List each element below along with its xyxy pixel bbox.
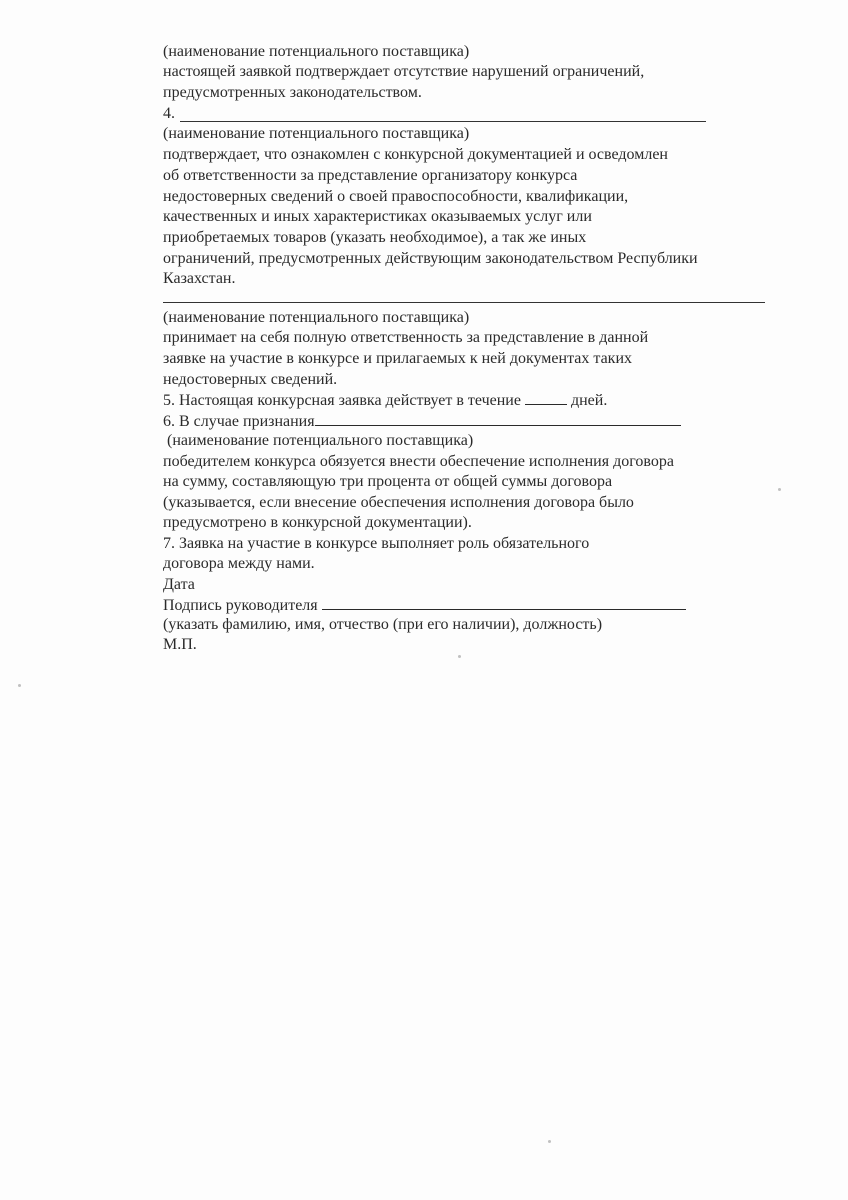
stamp-label: М.П. xyxy=(163,636,197,653)
supplier-name-blank-full xyxy=(163,302,765,303)
date-label: Дата xyxy=(163,576,195,593)
item-5-text xyxy=(163,390,607,411)
scan-speck xyxy=(778,488,781,491)
text-line: договора между нами. xyxy=(163,555,315,572)
winner-name-blank xyxy=(315,411,681,426)
text-line: заявке на участие в конкурсе и прилагаемых к ней документах таких xyxy=(163,350,632,367)
text-line: 7. Заявка на участие в конкурсе выполняет роль обязательного xyxy=(163,535,590,552)
scan-speck xyxy=(548,1140,551,1143)
text-line: подтверждает, что ознакомлен с конкурсной документацией и осведомлен xyxy=(163,146,668,163)
text-line: Казахстан. xyxy=(163,270,236,287)
text-line: предусмотренных законодательством. xyxy=(163,84,422,101)
signature-blank xyxy=(322,595,686,610)
signature-row xyxy=(163,595,686,616)
text-line: предусмотрено в конкурсной документации). xyxy=(163,514,472,531)
text-line: принимает на себя полную ответственность за представление в данной xyxy=(163,329,649,346)
supplier-name-caption-1: (наименование потенциального поставщика) xyxy=(163,43,470,60)
supplier-name-blank-4 xyxy=(180,121,706,122)
text-line: качественных и иных характеристиках оказываемых услуг или xyxy=(163,208,592,225)
validity-days-blank xyxy=(525,390,567,405)
supplier-name-caption-4: (наименование потенциального поставщика) xyxy=(167,432,474,449)
days-label: дней. xyxy=(570,392,608,409)
winner-case-text: 6. В случае признания xyxy=(163,413,315,430)
text-line: на сумму, составляющую три процента от общей суммы договора xyxy=(163,473,613,490)
supplier-name-caption-2: (наименование потенциального поставщика) xyxy=(163,125,470,142)
text-line: приобретаемых товаров (указать необходимое), а так же иных xyxy=(163,229,587,246)
text-line: об ответственности за представление организатору конкурса xyxy=(163,167,578,184)
text-line: недостоверных сведений о своей правоспособности, квалификации, xyxy=(163,188,629,205)
signature-caption: (указать фамилию, имя, отчество (при его наличии), должность) xyxy=(163,616,603,633)
text-line: (указывается, если внесение обеспечения исполнения договора было xyxy=(163,494,634,511)
scan-speck xyxy=(458,655,461,658)
text-line: ограничений, предусмотренных действующим законодательством Республики xyxy=(163,250,698,267)
signature-label: Подпись руководителя xyxy=(163,597,318,614)
item-4-number: 4. xyxy=(163,105,175,122)
item-6-text xyxy=(163,411,681,432)
text-line: недостоверных сведений. xyxy=(163,371,338,388)
validity-text: 5. Настоящая конкурсная заявка действует в течение xyxy=(163,392,521,409)
supplier-name-caption-3: (наименование потенциального поставщика) xyxy=(163,309,470,326)
scan-speck xyxy=(18,684,21,687)
text-line: победителем конкурса обязуется внести обеспечение исполнения договора xyxy=(163,453,674,470)
text-line: настоящей заявкой подтверждает отсутствие нарушений ограничений, xyxy=(163,63,645,80)
